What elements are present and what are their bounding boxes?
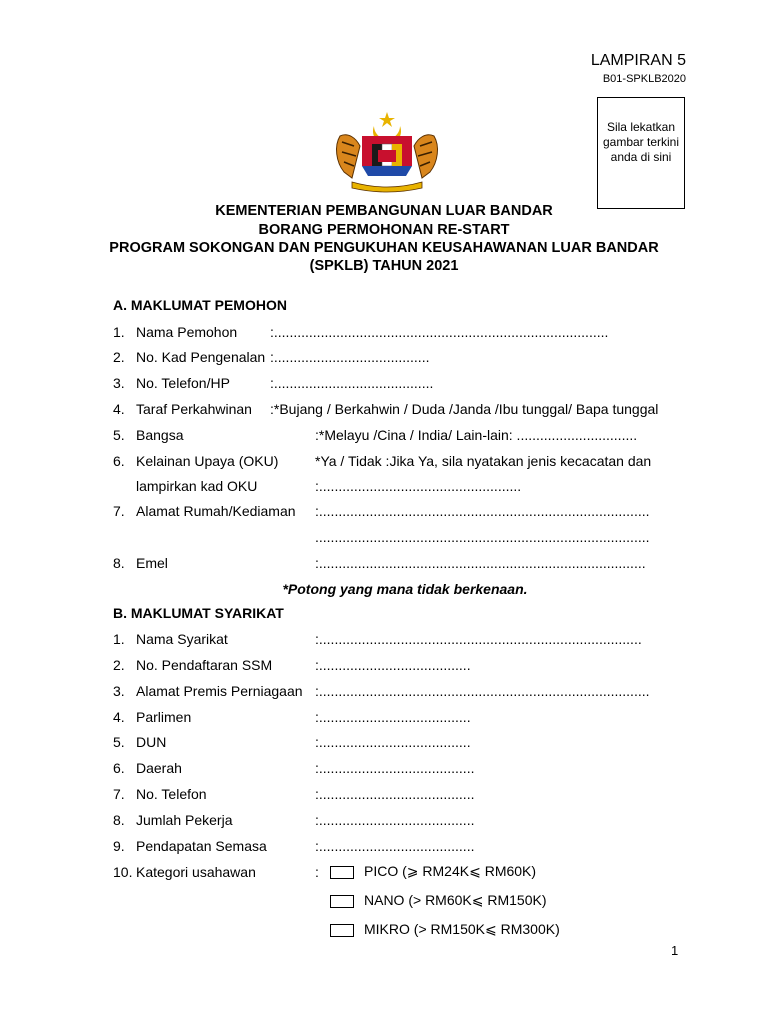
- category-option-pico[interactable]: [330, 863, 536, 880]
- b-item-label: Kategori usahawan: [136, 864, 256, 880]
- b-item-label: Jumlah Pekerja: [136, 812, 233, 828]
- form-code: B01-SPKLB2020: [602, 73, 686, 85]
- strike-note: *Potong yang mana tidak berkenaan.: [282, 581, 528, 597]
- checkbox[interactable]: [330, 866, 354, 879]
- b-item-label: Parlimen: [136, 709, 192, 725]
- b-item-label: Daerah: [136, 760, 182, 776]
- b-item-field[interactable]: :.......................................: [315, 657, 471, 673]
- a-item-label: No. Telefon/HP: [136, 375, 230, 391]
- section-a-title: A. MAKLUMAT PEMOHON: [113, 297, 287, 313]
- a-item-num: 5.: [113, 427, 125, 443]
- a-item-field[interactable]: :......................................................................................: [270, 324, 609, 340]
- b-item-label: No. Telefon: [136, 786, 207, 802]
- a-item-num: 3.: [113, 375, 125, 391]
- a-item-label: Alamat Rumah/Kediaman: [136, 503, 296, 519]
- title-year: (SPKLB) TAHUN 2021: [309, 258, 459, 274]
- a-item-num: 4.: [113, 401, 125, 417]
- a-item-field[interactable]: :*Melayu /Cina / India/ Lain-lain: ...............................: [315, 427, 638, 443]
- a-item-label: lampirkan kad OKU: [136, 478, 258, 494]
- a-item-label: Taraf Perkahwinan: [136, 401, 252, 417]
- a-item-field[interactable]: :.........................................: [270, 375, 434, 391]
- b-item-label: DUN: [136, 734, 167, 750]
- a-item-num: 1.: [113, 324, 125, 340]
- b-item-field[interactable]: :.......................................: [315, 734, 471, 750]
- b-item-field[interactable]: :...................................................................................: [315, 631, 642, 647]
- a-item-label: Emel: [136, 555, 168, 571]
- a-item-label: No. Kad Pengenalan: [136, 349, 266, 365]
- b-item-field[interactable]: :.......................................: [315, 709, 471, 725]
- a-item-field[interactable]: ......................................................................................: [315, 529, 650, 545]
- photo-box[interactable]: [597, 97, 685, 209]
- a-item-num: 7.: [113, 503, 125, 519]
- b-item-field[interactable]: :........................................: [315, 760, 475, 776]
- a-item-label: Kelainan Upaya (OKU): [136, 453, 279, 469]
- b-item-num: 7.: [113, 786, 125, 802]
- b-item-label: Pendapatan Semasa: [136, 838, 267, 854]
- a-item-num: 8.: [113, 555, 125, 571]
- category-option-mikro[interactable]: [330, 921, 560, 938]
- b-item-label: Nama Syarikat: [136, 631, 228, 647]
- b-item-field[interactable]: :.....................................................................................: [315, 683, 650, 699]
- category-label: NANO (> RM60K⩽ RM150K): [364, 892, 547, 908]
- checkbox[interactable]: [330, 895, 354, 908]
- b-item-num: 10.: [113, 864, 133, 880]
- title-program: PROGRAM SOKONGAN DAN PENGUKUHAN KEUSAHAWANAN LUAR BANDAR: [109, 240, 659, 256]
- b-item-num: 2.: [113, 657, 125, 673]
- a-item-field[interactable]: :....................................................................................: [315, 555, 646, 571]
- b-item-num: 8.: [113, 812, 125, 828]
- title-ministry: KEMENTERIAN PEMBANGUNAN LUAR BANDAR: [215, 203, 553, 219]
- checkbox[interactable]: [330, 924, 354, 937]
- category-label: PICO (⩾ RM24K⩽ RM60K): [364, 863, 537, 879]
- a-item-num: 6.: [113, 453, 125, 469]
- b-item-num: 6.: [113, 760, 125, 776]
- coat-of-arms-logo: [330, 112, 444, 194]
- b-item-num: 3.: [113, 683, 125, 699]
- a-item-field[interactable]: :*Bujang / Berkahwin / Duda /Janda /Ibu tunggal/ Bapa tunggal: [270, 401, 659, 417]
- b-item-num: 1.: [113, 631, 125, 647]
- section-b-title: B. MAKLUMAT SYARIKAT: [113, 605, 284, 621]
- b-item-num: 9.: [113, 838, 125, 854]
- category-label: MIKRO (> RM150K⩽ RM300K): [364, 921, 560, 937]
- a-item-field[interactable]: :.....................................................................................: [315, 503, 650, 519]
- a-item-label: Bangsa: [136, 427, 184, 443]
- a-item-field[interactable]: *Ya / Tidak :Jika Ya, sila nyatakan jenis kecacatan dan: [315, 453, 652, 469]
- a-item-field[interactable]: :....................................................: [315, 478, 522, 494]
- b-item-field[interactable]: :........................................: [315, 786, 475, 802]
- b-item-field[interactable]: :........................................: [315, 812, 475, 828]
- b-item-num: 5.: [113, 734, 125, 750]
- photo-box-text: Sila lekatkan gambar terkini anda di sini: [602, 120, 680, 164]
- b-item-label: No. Pendaftaran SSM: [136, 657, 273, 673]
- b-item-colon: :: [315, 864, 319, 880]
- b-item-label: Alamat Premis Perniagaan: [136, 683, 303, 699]
- page-number: 1: [671, 943, 679, 958]
- a-item-field[interactable]: :........................................: [270, 349, 430, 365]
- b-item-field[interactable]: :........................................: [315, 838, 475, 854]
- lampiran-label: LAMPIRAN 5: [590, 52, 686, 69]
- b-item-num: 4.: [113, 709, 125, 725]
- title-form: BORANG PERMOHONAN RE-START: [258, 222, 510, 238]
- category-option-nano[interactable]: [330, 892, 547, 909]
- a-item-num: 2.: [113, 349, 125, 365]
- a-item-label: Nama Pemohon: [136, 324, 238, 340]
